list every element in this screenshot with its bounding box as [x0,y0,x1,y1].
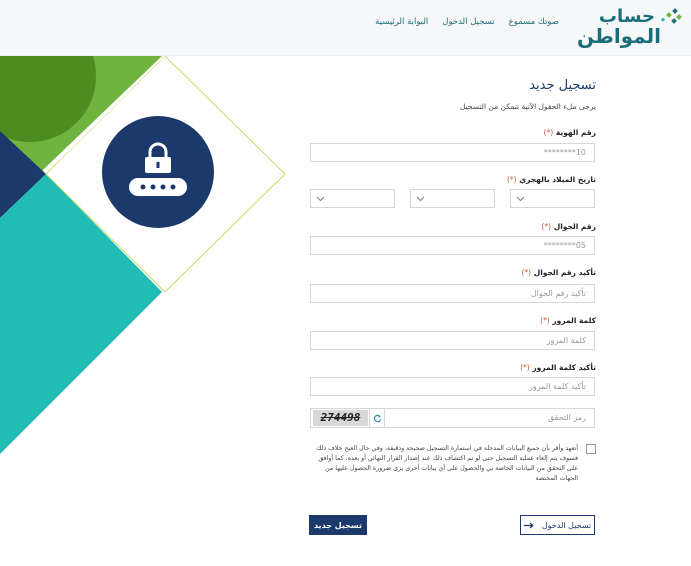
nav-feedback-link[interactable]: صوتك مسموع [508,17,559,27]
form-subtitle: يرجى ملء الحقول الآتية تتمكن من التسجيل [459,102,596,111]
dob-day-select[interactable] [510,189,595,208]
login-button[interactable] [520,515,595,535]
logo-line-1: حساب [598,6,655,27]
captcha-field [310,408,595,428]
main-nav [375,17,559,27]
page-title: تسجيل جديد [529,78,596,93]
mobile-label: رقم الجوال (*) [541,222,596,231]
password-confirm-label: تأكيد كلمة المرور (*) [520,363,596,372]
hijri-dob-label: تاريخ الميلاد بالهجري (*) [507,175,596,184]
mobile-confirm-input[interactable]: تأكيد رقم الجوال [310,284,595,303]
terms-checkbox[interactable] [586,444,596,454]
chevron-down-icon [316,196,325,202]
decorative-artwork [0,56,300,476]
nav-login-link[interactable]: تسجيل الدخول [442,17,495,27]
arrow-right-icon [524,522,534,529]
chevron-down-icon [416,196,425,202]
mobile-confirm-label: تأكيد رقم الجوال (*) [521,268,596,277]
captcha-refresh-button[interactable] [369,409,385,427]
password-input[interactable]: كلمة المرور [310,331,595,350]
password-confirm-input[interactable]: تأكيد كلمة المرور [310,377,595,396]
refresh-icon [373,414,382,423]
logo-line-2: المواطن [576,24,661,48]
mobile-input[interactable]: 05******** [310,236,595,255]
site-header [0,0,691,56]
dob-year-select[interactable] [310,189,395,208]
id-number-label: رقم الهوية (*) [543,128,596,137]
captcha-image: 274498 [313,410,368,426]
id-number-input[interactable]: 10******** [310,143,595,162]
register-button[interactable]: تسجيل جديد [309,515,367,535]
terms-text: أتعهد وأقر بأن جميع البيانات المدخلة في استمارة التسجيل صحيحة ودقيقة، وفي حال الغبح خلاف ذلك فسوف يتم إلغاء عملية التسجيل حتى لو تم اكتشاف ذلك عند إصدار القرار النهائي أو بعده، كما أوافق على التحقق من البيانات الخاصة بي والحصول على أي بيانات أخرى يرى ضرورة الحصول عليها من الجهات المختصة [316,445,578,482]
login-button-label: تسجيل الدخول [541,520,592,530]
citizen-account-logo[interactable] [576,6,683,48]
nav-home-link[interactable]: البوابة الرئيسية [375,17,429,27]
password-label: كلمة المرور (*) [540,316,596,325]
captcha-input[interactable]: رمز التحقق [547,413,586,422]
chevron-down-icon [516,196,525,202]
dob-month-select[interactable] [410,189,495,208]
